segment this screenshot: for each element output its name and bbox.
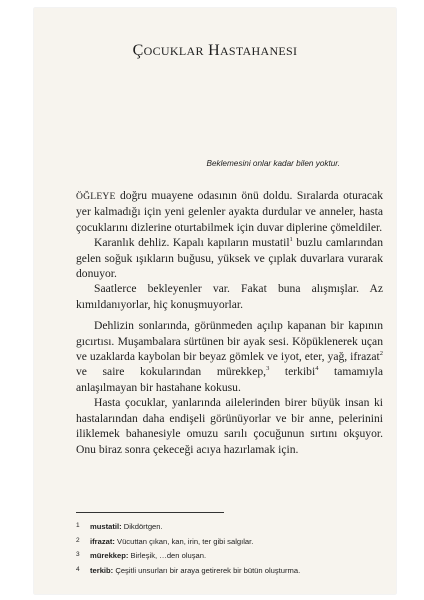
p5-text: Hasta çocuklar, yanlarında ailelerinden birer büyük insan ki hastalarından daha endişeli görünüyorlar ve bir anne, pelerinini iliklemek bahanesiyle omuzu sarılı çocuğunun sırtını okşuyor. Onu biraz sonra çekeceği acıya hazırlamak için. xyxy=(76,396,383,456)
footnote-definition: Vücuttan çıkan, kan, irin, ter gibi salgılar. xyxy=(114,536,254,546)
p4-text-b: ve saire kokularından mürekkep, xyxy=(76,365,267,379)
p4-text-d: tamamıyla anlaşılmayan bir hastahane kokusu. xyxy=(76,365,383,394)
footnote-ref-3: 3 xyxy=(266,365,270,373)
p3-text: Saatlerce bekleyenler var. Fakat buna alışmışlar. Az kımıldanıyorlar, hiç konuşmuyorlar. xyxy=(76,282,383,311)
footnote-term: ifrazat: xyxy=(90,536,115,546)
footnote xyxy=(76,519,376,534)
paragraph-4 xyxy=(76,318,383,395)
footnote-term: mürekkep: xyxy=(90,551,129,560)
footnote xyxy=(76,563,376,578)
footnote-divider xyxy=(76,512,224,513)
title-rest: OCUKLAR xyxy=(143,44,204,58)
footnote-number: 1 xyxy=(76,522,80,529)
footnote xyxy=(76,534,376,549)
p4-text-a: Dehlizin sonlarında, görünmeden açılıp kapanan bir kapının gıcırtısı. Muşambalara sürtünen bir ayak sesi. Köpüklenerek uçan ve uzaklarda kaybolan bir beyaz gömlek ve iyot, eter, yağ, ifrazat xyxy=(76,319,383,364)
paragraph-2 xyxy=(76,235,383,281)
p2-text-a: Karanlık dehliz. Kapalı kapıların mustatil xyxy=(94,236,290,250)
footnote-term: terkib: xyxy=(90,565,114,575)
footnote-definition: Çeşitli unsurları bir araya getirerek bir bütün oluşturma. xyxy=(113,565,301,575)
epigraph: Beklemesini onlar kadar bilen yoktur. xyxy=(206,159,340,168)
title-initial: Ç xyxy=(132,42,144,59)
footnote-ref-1: 1 xyxy=(289,236,293,244)
footnote-number: 3 xyxy=(76,551,80,558)
paragraph-5 xyxy=(76,395,383,457)
footnote-ref-4: 4 xyxy=(315,365,319,373)
paragraph-3 xyxy=(76,281,383,312)
footnote-number: 2 xyxy=(76,536,80,544)
title-rest-2: ASTAHANESI xyxy=(219,44,298,58)
paragraph-1 xyxy=(76,188,383,235)
footnote-ref-2: 2 xyxy=(379,350,383,358)
lead-word: ÖĞLEYE xyxy=(76,191,116,202)
p2-text-b: buzlu camlarından gelen soğuk ışıkların buğusu, yüksek ve çıplak duvarlara vurarak donuyor. xyxy=(76,236,383,281)
footnote-definition: Dikdörtgen. xyxy=(121,522,163,531)
title-initial-2: H xyxy=(208,42,220,59)
footnote-definition: Birleşik, …den oluşan. xyxy=(128,551,207,560)
p1-text: doğru muayene odasının önü doldu. Sıralarda oturacak yer kalmadığı için yeni gelenler ayakta durdular ve anneler, hasta çocuklarını dizlerine oturtabilmek için duvar diplerine çömeldiler. xyxy=(76,189,383,234)
footnote-term: mustatil: xyxy=(90,522,122,531)
book-page xyxy=(34,8,396,594)
chapter-title xyxy=(34,42,396,60)
p4-text-c: terkibi xyxy=(269,365,316,379)
chapter-body xyxy=(76,188,383,457)
footnotes xyxy=(76,519,376,577)
footnote xyxy=(76,548,376,563)
footnote-number: 4 xyxy=(76,565,80,573)
